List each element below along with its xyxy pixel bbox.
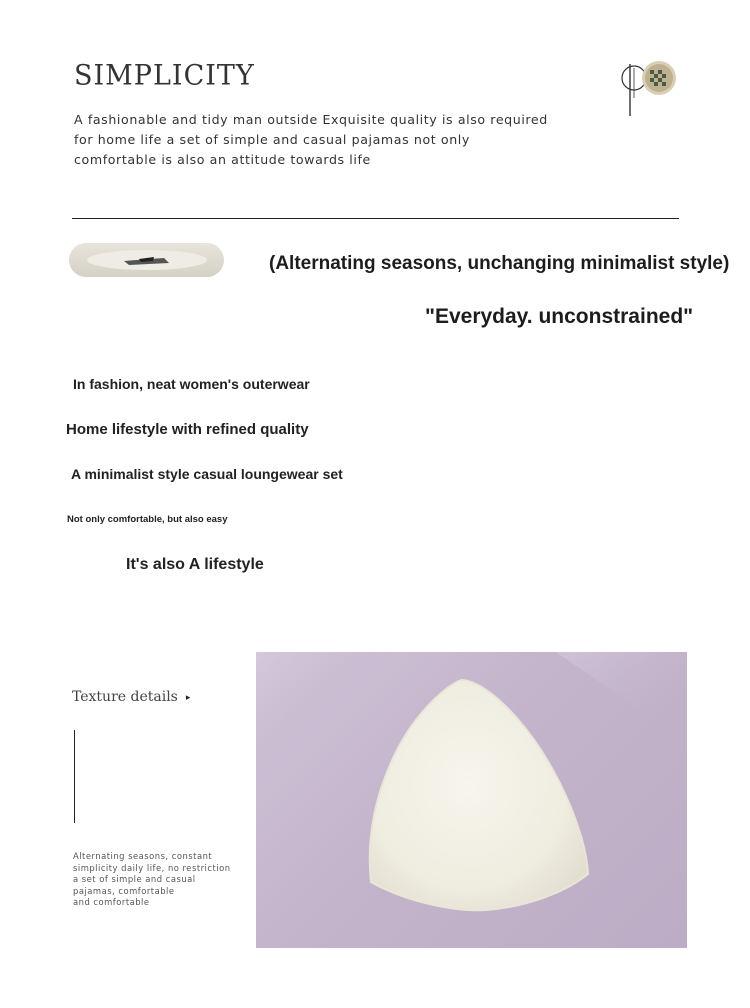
description-line: and comfortable: [73, 897, 150, 907]
description-line: pajamas, comfortable: [73, 885, 175, 896]
brand-monogram-icon: [616, 58, 682, 122]
product-photo: [256, 652, 687, 948]
texture-description: [73, 851, 243, 909]
page-title: SIMPLICITY: [74, 59, 255, 92]
intro-line: comfortable is also an attitude towards life: [74, 152, 371, 167]
arrow-right-icon: ▸: [185, 693, 191, 703]
description-line: Alternating seasons, constant: [73, 851, 213, 861]
vertical-divider: [74, 730, 75, 823]
intro-line: for home life a set of simple and casual pajamas not only: [74, 132, 470, 147]
section-divider: [72, 218, 679, 219]
bra-pad-shape: [370, 680, 588, 910]
tagline-seasons: (Alternating seasons, unchanging minimalist style): [269, 253, 730, 274]
feature-line: A minimalist style casual loungewear set: [71, 466, 343, 482]
description-line: simplicity daily life, no restriction: [73, 862, 231, 873]
texture-details-text: Texture details: [72, 689, 178, 705]
fabric-swatch-image: [69, 243, 224, 277]
intro-text: [74, 110, 594, 170]
feature-line: Not only comfortable, but also easy: [67, 514, 228, 525]
texture-details-label: [72, 689, 190, 705]
feature-line: Home lifestyle with refined quality: [66, 421, 309, 438]
feature-line: It's also A lifestyle: [126, 556, 264, 573]
description-line: a set of simple and casual: [73, 874, 196, 884]
tagline-everyday: "Everyday. unconstrained": [425, 305, 694, 328]
feature-line: In fashion, neat women's outerwear: [73, 376, 310, 392]
intro-line: A fashionable and tidy man outside Exquisite quality is also required: [74, 112, 548, 127]
